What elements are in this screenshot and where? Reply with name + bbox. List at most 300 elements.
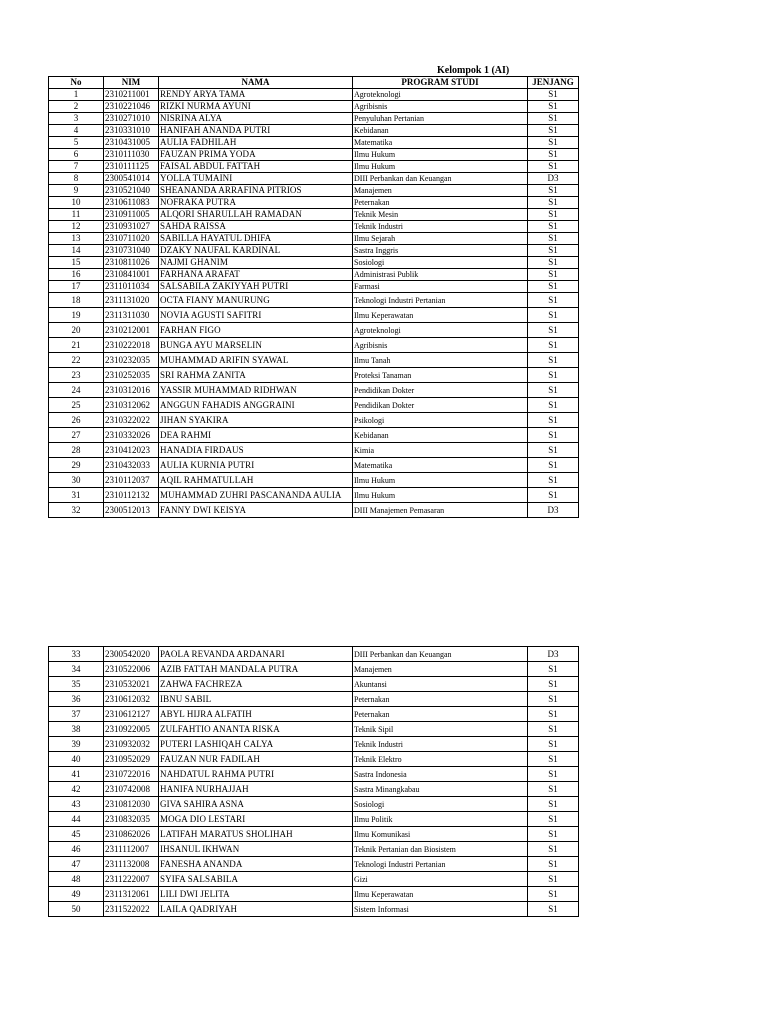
row-level: S1 <box>528 245 579 257</box>
table-row <box>49 137 579 149</box>
row-number: 30 <box>49 473 104 488</box>
row-program: Ilmu Keperawatan <box>353 887 528 902</box>
row-name: FAISAL ABDUL FATTAH <box>159 161 353 173</box>
row-number: 42 <box>49 782 104 797</box>
row-name: RIZKI NURMA AYUNI <box>159 101 353 113</box>
row-level: S1 <box>528 488 579 503</box>
row-program: Kebidanan <box>353 125 528 137</box>
row-number: 38 <box>49 722 104 737</box>
row-level: S1 <box>528 872 579 887</box>
row-name: FAUZAN PRIMA YODA <box>159 149 353 161</box>
table-body-1 <box>49 89 579 518</box>
row-nim: 2311222007 <box>104 872 159 887</box>
row-level: S1 <box>528 398 579 413</box>
row-number: 36 <box>49 692 104 707</box>
row-nim: 2310522006 <box>104 662 159 677</box>
row-program: DIII Manajemen Pemasaran <box>353 503 528 518</box>
row-number: 21 <box>49 338 104 353</box>
table-row <box>49 767 579 782</box>
row-number: 34 <box>49 662 104 677</box>
table-row <box>49 458 579 473</box>
row-number: 37 <box>49 707 104 722</box>
row-level: S1 <box>528 383 579 398</box>
row-name: PUTERI LASHIQAH CALYA <box>159 737 353 752</box>
row-nim: 2311112007 <box>104 842 159 857</box>
row-level: S1 <box>528 797 579 812</box>
table-row <box>49 902 579 917</box>
row-name: NAHDATUL RAHMA PUTRI <box>159 767 353 782</box>
row-nim: 2310521040 <box>104 185 159 197</box>
row-name: DZAKY NAUFAL KARDINAL <box>159 245 353 257</box>
row-name: YOLLA TUMAINI <box>159 173 353 185</box>
row-level: S1 <box>528 233 579 245</box>
table-row <box>49 473 579 488</box>
row-name: ABYL HIJRA ALFATIH <box>159 707 353 722</box>
row-program: DIII Perbankan dan Keuangan <box>353 647 528 662</box>
row-number: 3 <box>49 113 104 125</box>
row-program: Matematika <box>353 458 528 473</box>
table-row <box>49 185 579 197</box>
row-name: YASSIR MUHAMMAD RIDHWAN <box>159 383 353 398</box>
row-program: Agroteknologi <box>353 323 528 338</box>
row-program: Teknologi Industri Pertanian <box>353 857 528 872</box>
row-name: FANESHA ANANDA <box>159 857 353 872</box>
table-row <box>49 89 579 101</box>
row-program: Ilmu Sejarah <box>353 233 528 245</box>
row-level: S1 <box>528 842 579 857</box>
row-number: 49 <box>49 887 104 902</box>
row-number: 10 <box>49 197 104 209</box>
row-name: SABILLA HAYATUL DHIFA <box>159 233 353 245</box>
row-level: S1 <box>528 353 579 368</box>
row-nim: 2310711020 <box>104 233 159 245</box>
row-name: FARHANA ARAFAT <box>159 269 353 281</box>
row-program: Ilmu Politik <box>353 812 528 827</box>
row-nim: 2310532021 <box>104 677 159 692</box>
row-nim: 2310271010 <box>104 113 159 125</box>
table-row <box>49 161 579 173</box>
row-level: S1 <box>528 257 579 269</box>
row-nim: 2310212001 <box>104 323 159 338</box>
row-program: Penyuluhan Pertanian <box>353 113 528 125</box>
row-nim: 2311311030 <box>104 308 159 323</box>
row-name: HANIFAH ANANDA PUTRI <box>159 125 353 137</box>
row-nim: 2310911005 <box>104 209 159 221</box>
row-nim: 2310221046 <box>104 101 159 113</box>
row-name: NOFRAKA PUTRA <box>159 197 353 209</box>
header-no: No <box>49 77 104 89</box>
row-nim: 2310322022 <box>104 413 159 428</box>
row-level: S1 <box>528 269 579 281</box>
row-program: DIII Perbankan dan Keuangan <box>353 173 528 185</box>
row-nim: 2311522022 <box>104 902 159 917</box>
row-nim: 2310611083 <box>104 197 159 209</box>
row-number: 40 <box>49 752 104 767</box>
row-number: 26 <box>49 413 104 428</box>
row-level: S1 <box>528 902 579 917</box>
table-row <box>49 338 579 353</box>
row-nim: 2311132008 <box>104 857 159 872</box>
row-nim: 2310922005 <box>104 722 159 737</box>
row-number: 35 <box>49 677 104 692</box>
row-program: Ilmu Komunikasi <box>353 827 528 842</box>
group-title: Kelompok 1 (AI) <box>437 65 510 76</box>
row-name: MUHAMMAD ARIFIN SYAWAL <box>159 353 353 368</box>
row-program: Sosiologi <box>353 257 528 269</box>
row-level: S1 <box>528 308 579 323</box>
row-level: S1 <box>528 443 579 458</box>
row-program: Teknik Industri <box>353 221 528 233</box>
row-name: LAILA QADRIYAH <box>159 902 353 917</box>
row-level: S1 <box>528 113 579 125</box>
table-header-row <box>49 77 579 89</box>
row-nim: 2310832035 <box>104 812 159 827</box>
row-name: HANADIA FIRDAUS <box>159 443 353 458</box>
table-row <box>49 662 579 677</box>
table-row <box>49 692 579 707</box>
table-row <box>49 308 579 323</box>
row-name: GIVA SAHIRA ASNA <box>159 797 353 812</box>
row-program: Sistem Informasi <box>353 902 528 917</box>
row-name: JIHAN SYAKIRA <box>159 413 353 428</box>
table-row <box>49 443 579 458</box>
row-number: 43 <box>49 797 104 812</box>
row-number: 27 <box>49 428 104 443</box>
table-row <box>49 428 579 443</box>
row-program: Teknik Sipil <box>353 722 528 737</box>
row-number: 46 <box>49 842 104 857</box>
row-level: S1 <box>528 338 579 353</box>
row-number: 50 <box>49 902 104 917</box>
row-number: 41 <box>49 767 104 782</box>
row-program: Proteksi Tanaman <box>353 368 528 383</box>
row-name: ZULFAHTIO ANANTA RISKA <box>159 722 353 737</box>
row-nim: 2310811026 <box>104 257 159 269</box>
row-number: 19 <box>49 308 104 323</box>
row-level: S1 <box>528 782 579 797</box>
row-program: Ilmu Keperawatan <box>353 308 528 323</box>
row-name: AULIA FADHILAH <box>159 137 353 149</box>
row-nim: 2310112132 <box>104 488 159 503</box>
row-program: Agroteknologi <box>353 89 528 101</box>
row-level: S1 <box>528 857 579 872</box>
table-row <box>49 293 579 308</box>
row-nim: 2310211001 <box>104 89 159 101</box>
row-nim: 2310232035 <box>104 353 159 368</box>
table-row <box>49 398 579 413</box>
row-level: S1 <box>528 197 579 209</box>
row-number: 48 <box>49 872 104 887</box>
row-level: S1 <box>528 125 579 137</box>
row-name: OCTA FIANY MANURUNG <box>159 293 353 308</box>
row-program: Teknologi Industri Pertanian <box>353 293 528 308</box>
table-row <box>49 368 579 383</box>
table-row <box>49 281 579 293</box>
row-nim: 2311131020 <box>104 293 159 308</box>
table-row <box>49 887 579 902</box>
row-number: 39 <box>49 737 104 752</box>
row-program: Teknik Industri <box>353 737 528 752</box>
row-name: FANNY DWI KEISYA <box>159 503 353 518</box>
row-program: Sastra Minangkabau <box>353 782 528 797</box>
row-level: S1 <box>528 722 579 737</box>
row-name: ANGGUN FAHADIS ANGGRAINI <box>159 398 353 413</box>
row-level: S1 <box>528 281 579 293</box>
row-name: IBNU SABIL <box>159 692 353 707</box>
row-level: S1 <box>528 887 579 902</box>
row-name: MOGA DIO LESTARI <box>159 812 353 827</box>
row-name: LILI DWI JELITA <box>159 887 353 902</box>
table-row <box>49 488 579 503</box>
row-name: ZAHWA FACHREZA <box>159 677 353 692</box>
row-nim: 2310731040 <box>104 245 159 257</box>
row-name: BUNGA AYU MARSELIN <box>159 338 353 353</box>
table-row <box>49 842 579 857</box>
row-name: NOVIA AGUSTI SAFITRI <box>159 308 353 323</box>
row-level: S1 <box>528 473 579 488</box>
row-program: Kimia <box>353 443 528 458</box>
row-number: 44 <box>49 812 104 827</box>
row-level: S1 <box>528 752 579 767</box>
row-program: Ilmu Hukum <box>353 149 528 161</box>
row-number: 20 <box>49 323 104 338</box>
row-number: 22 <box>49 353 104 368</box>
row-level: S1 <box>528 221 579 233</box>
table-row <box>49 827 579 842</box>
row-level: S1 <box>528 101 579 113</box>
row-program: Administrasi Publik <box>353 269 528 281</box>
table-row <box>49 797 579 812</box>
header-nim: NIM <box>104 77 159 89</box>
row-program: Pendidikan Dokter <box>353 398 528 413</box>
row-program: Agribisnis <box>353 101 528 113</box>
row-number: 6 <box>49 149 104 161</box>
row-name: SAHDA RAISSA <box>159 221 353 233</box>
row-nim: 2310111030 <box>104 149 159 161</box>
row-nim: 2300541014 <box>104 173 159 185</box>
table-row <box>49 173 579 185</box>
row-nim: 2310332026 <box>104 428 159 443</box>
row-number: 8 <box>49 173 104 185</box>
row-number: 18 <box>49 293 104 308</box>
row-level: S1 <box>528 185 579 197</box>
row-name: FAUZAN NUR FADILAH <box>159 752 353 767</box>
row-level: S1 <box>528 707 579 722</box>
row-program: Pendidikan Dokter <box>353 383 528 398</box>
row-level: S1 <box>528 458 579 473</box>
row-level: S1 <box>528 767 579 782</box>
row-level: D3 <box>528 173 579 185</box>
row-number: 11 <box>49 209 104 221</box>
row-level: S1 <box>528 677 579 692</box>
row-nim: 2310952029 <box>104 752 159 767</box>
row-program: Psikologi <box>353 413 528 428</box>
row-program: Kebidanan <box>353 428 528 443</box>
row-level: S1 <box>528 323 579 338</box>
row-level: D3 <box>528 503 579 518</box>
row-number: 29 <box>49 458 104 473</box>
row-number: 32 <box>49 503 104 518</box>
header-program: PROGRAM STUDI <box>353 77 528 89</box>
row-nim: 2311011034 <box>104 281 159 293</box>
row-name: PAOLA REVANDA ARDANARI <box>159 647 353 662</box>
row-number: 17 <box>49 281 104 293</box>
row-level: S1 <box>528 149 579 161</box>
row-number: 4 <box>49 125 104 137</box>
row-nim: 2310932032 <box>104 737 159 752</box>
row-name: SRI RAHMA ZANITA <box>159 368 353 383</box>
row-program: Ilmu Hukum <box>353 161 528 173</box>
row-program: Sastra Inggris <box>353 245 528 257</box>
table-row <box>49 857 579 872</box>
row-number: 14 <box>49 245 104 257</box>
row-program: Agribisnis <box>353 338 528 353</box>
table-row <box>49 233 579 245</box>
table-row <box>49 737 579 752</box>
table-row <box>49 149 579 161</box>
row-number: 2 <box>49 101 104 113</box>
table-row <box>49 782 579 797</box>
row-program: Ilmu Hukum <box>353 473 528 488</box>
table-row <box>49 647 579 662</box>
row-nim: 2310312062 <box>104 398 159 413</box>
table-row <box>49 209 579 221</box>
row-number: 15 <box>49 257 104 269</box>
row-name: IHSANUL IKHWAN <box>159 842 353 857</box>
row-nim: 2310331010 <box>104 125 159 137</box>
row-level: S1 <box>528 812 579 827</box>
row-number: 5 <box>49 137 104 149</box>
row-nim: 2310312016 <box>104 383 159 398</box>
row-nim: 2310222018 <box>104 338 159 353</box>
table-row <box>49 113 579 125</box>
row-number: 9 <box>49 185 104 197</box>
table-row <box>49 383 579 398</box>
table-row <box>49 269 579 281</box>
row-number: 31 <box>49 488 104 503</box>
row-name: AULIA KURNIA PUTRI <box>159 458 353 473</box>
row-nim: 2310431005 <box>104 137 159 149</box>
row-name: RENDY ARYA TAMA <box>159 89 353 101</box>
row-level: S1 <box>528 692 579 707</box>
row-level: S1 <box>528 89 579 101</box>
row-name: SYIFA SALSABILA <box>159 872 353 887</box>
row-number: 23 <box>49 368 104 383</box>
table-row <box>49 257 579 269</box>
row-program: Gizi <box>353 872 528 887</box>
row-program: Peternakan <box>353 707 528 722</box>
row-program: Teknik Elektro <box>353 752 528 767</box>
row-level: S1 <box>528 137 579 149</box>
header-nama: NAMA <box>159 77 353 89</box>
row-number: 24 <box>49 383 104 398</box>
row-nim: 2310252035 <box>104 368 159 383</box>
row-level: S1 <box>528 161 579 173</box>
row-level: S1 <box>528 413 579 428</box>
row-nim: 2311312061 <box>104 887 159 902</box>
table-row <box>49 197 579 209</box>
row-level: S1 <box>528 827 579 842</box>
row-nim: 2310612032 <box>104 692 159 707</box>
row-nim: 2310612127 <box>104 707 159 722</box>
row-name: ALQORI SHARULLAH RAMADAN <box>159 209 353 221</box>
table-row <box>49 353 579 368</box>
row-name: LATIFAH MARATUS SHOLIHAH <box>159 827 353 842</box>
row-nim: 2310412023 <box>104 443 159 458</box>
row-number: 28 <box>49 443 104 458</box>
row-nim: 2310742008 <box>104 782 159 797</box>
row-program: Teknik Pertanian dan Biosistem <box>353 842 528 857</box>
row-program: Peternakan <box>353 197 528 209</box>
row-number: 16 <box>49 269 104 281</box>
table-row <box>49 677 579 692</box>
row-nim: 2310841001 <box>104 269 159 281</box>
row-program: Peternakan <box>353 692 528 707</box>
row-name: AZIB FATTAH MANDALA PUTRA <box>159 662 353 677</box>
table-row <box>49 413 579 428</box>
row-number: 7 <box>49 161 104 173</box>
row-program: Farmasi <box>353 281 528 293</box>
row-nim: 2310931027 <box>104 221 159 233</box>
table-row <box>49 125 579 137</box>
row-number: 33 <box>49 647 104 662</box>
table-row <box>49 812 579 827</box>
row-name: DEA RAHMI <box>159 428 353 443</box>
row-name: NISRINA ALYA <box>159 113 353 125</box>
row-name: FARHAN FIGO <box>159 323 353 338</box>
table-row <box>49 101 579 113</box>
table-row <box>49 707 579 722</box>
row-name: SHEANANDA ARRAFINA PITRIOS <box>159 185 353 197</box>
table-row <box>49 503 579 518</box>
row-nim: 2300512013 <box>104 503 159 518</box>
row-nim: 2310862026 <box>104 827 159 842</box>
row-number: 47 <box>49 857 104 872</box>
row-level: S1 <box>528 209 579 221</box>
table-row <box>49 323 579 338</box>
row-program: Matematika <box>353 137 528 149</box>
row-nim: 2310432033 <box>104 458 159 473</box>
row-name: AQIL RAHMATULLAH <box>159 473 353 488</box>
row-number: 13 <box>49 233 104 245</box>
row-level: S1 <box>528 428 579 443</box>
row-level: D3 <box>528 647 579 662</box>
table-row <box>49 752 579 767</box>
row-program: Manajemen <box>353 662 528 677</box>
row-name: SALSABILA ZAKIYYAH PUTRI <box>159 281 353 293</box>
row-program: Akuntansi <box>353 677 528 692</box>
row-level: S1 <box>528 368 579 383</box>
row-name: HANIFA NURHAJJAH <box>159 782 353 797</box>
row-nim: 2310112037 <box>104 473 159 488</box>
table-row <box>49 872 579 887</box>
student-table-2 <box>48 646 579 917</box>
row-level: S1 <box>528 293 579 308</box>
table-row <box>49 221 579 233</box>
row-program: Manajemen <box>353 185 528 197</box>
row-name: MUHAMMAD ZUHRI PASCANANDA AULIA <box>159 488 353 503</box>
student-table-1 <box>48 76 579 518</box>
table-row <box>49 722 579 737</box>
row-number: 12 <box>49 221 104 233</box>
row-program: Ilmu Tanah <box>353 353 528 368</box>
row-nim: 2310722016 <box>104 767 159 782</box>
table-body-2 <box>49 647 579 917</box>
row-nim: 2310812030 <box>104 797 159 812</box>
row-number: 45 <box>49 827 104 842</box>
header-jenjang: JENJANG <box>528 77 579 89</box>
row-nim: 2310111125 <box>104 161 159 173</box>
